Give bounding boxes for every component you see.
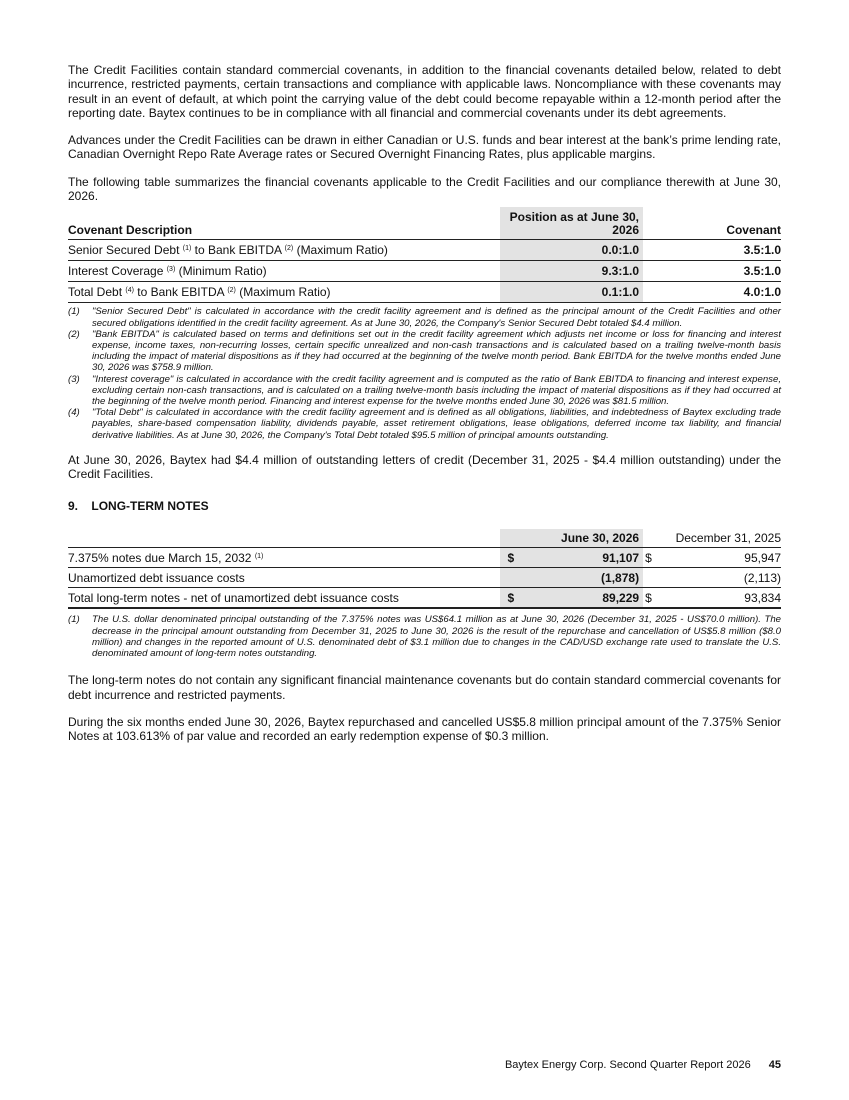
value-current: (1,878) xyxy=(514,568,643,588)
covenant-position: 9.3:1.0 xyxy=(500,261,643,282)
footnote: (1) "Senior Secured Debt" is calculated in accordance with the credit facility agreement and is defined as the principal amount of the Credit Facilities and other secured obligations identified in the credit facility agreement. As at June 30, 2026, the Company's Senior Secured Debt totaled $4.4 million. xyxy=(68,306,781,329)
section-heading: 9. LONG-TERM NOTES xyxy=(68,499,209,514)
footnote: (2) "Bank EBITDA" is calculated based on terms and definitions set out in the credit facility agreement which adjusts net income or loss for financing and interest expense, income taxes, non-recurring losses, certain specific unrealized and non-cash transactions and is calculated based on a trailing twelve-month basis including the impact of material dispositions as if they had occurred at the beginning of the twelve month period. Bank EBITDA for the twelve months ended June 30, 2026 was $758.9 million. xyxy=(68,328,781,374)
paragraph-table-intro: The following table summarizes the financial covenants applicable to the Credit Facilities and our compliance therewith at June 30, 2026. xyxy=(68,174,781,204)
paragraph-letters-of-credit: At June 30, 2026, Baytex had $4.4 million of outstanding letters of credit (December 31, 2025 - $4.4 million outstanding) under the Credit Facilities. xyxy=(68,452,781,482)
row-label: Unamortized debt issuance costs xyxy=(68,568,500,588)
paragraph-repurchase: During the six months ended June 30, 2026, Baytex repurchased and cancelled US$5.8 million principal amount of the 7.375% Senior Notes at 103.613% of par value and recorded an early redemption expense of $0.3 million. xyxy=(68,714,781,744)
header-june-2026: June 30, 2026 xyxy=(514,529,643,548)
value-current: 91,107 xyxy=(514,548,643,568)
notes-table-header xyxy=(68,529,781,548)
covenant-table xyxy=(68,207,781,303)
table-row-total xyxy=(68,588,781,609)
currency-symbol xyxy=(643,568,657,588)
notes-footnotes xyxy=(68,614,781,659)
covenant-description: Interest Coverage $^{(3)}$ (Minimum Ratio) xyxy=(68,261,500,282)
footnote: (4) "Total Debt" is calculated in accordance with the credit facility agreement and is defined as all obligations, liabilities, and indebtedness of Baytex excluding trade payables, share-based compensation liability, dividends payable, asset retirement obligations, lease obligations, deferred income tax liability, and financial derivative liabilities. As at June 30, 2026, the Company's Total Debt totaled $95.5 million of principal amounts outstanding. xyxy=(68,407,781,441)
paragraph-covenants-intro: The Credit Facilities contain standard commercial covenants, in addition to the financial covenants detailed below, related to debt incurrence, restricted payments, certain transactions and compliance with applicable laws. Noncompliance with these covenants may result in an event of default, at which point the carrying value of the debt could become repayable within a 12-month period after the reporting date. Baytex continues to be in compliance with all financial and commercial covenants under its debt agreements. xyxy=(68,63,781,120)
currency-symbol: $ xyxy=(500,588,515,609)
value-prior: (2,113) xyxy=(657,568,781,588)
covenant-footnotes xyxy=(68,306,781,440)
covenant-description: Total Debt $^{(4)}$ to Bank EBITDA $^{(2)}$ (Maximum Ratio) xyxy=(68,282,500,303)
value-prior: 93,834 xyxy=(657,588,781,609)
value-current: 89,229 xyxy=(514,588,643,609)
report-title: Baytex Energy Corp. Second Quarter Report 2026 xyxy=(504,1059,751,1071)
table-row xyxy=(68,548,781,568)
long-term-notes-table xyxy=(68,529,781,609)
covenant-description: Senior Secured Debt $^{(1)}$ to Bank EBITDA $^{(2)}$ (Maximum Ratio) xyxy=(68,240,500,261)
covenant-limit: 3.5:1.0 xyxy=(643,261,781,282)
value-prior: 95,947 xyxy=(657,548,781,568)
header-position: Position as at June 30, 2026 xyxy=(500,207,643,240)
currency-symbol: $ xyxy=(643,548,657,568)
header-december-2025: December 31, 2025 xyxy=(657,529,781,548)
covenant-position: 0.0:1.0 xyxy=(500,240,643,261)
currency-symbol: $ xyxy=(500,548,515,568)
footnote: (3) "Interest coverage" is calculated in accordance with the credit facility agreement and is computed as the ratio of Bank EBITDA to financing and interest expense, excluding certain non-cash transactions, and is calculated on a trailing twelve-month basis including the impact of material dispositions as if they had occurred at the beginning of the twelve month period. Financing and interest expense for the twelve months ended June 30, 2026 was $81.5 million. xyxy=(68,373,781,407)
covenant-position: 0.1:1.0 xyxy=(500,282,643,303)
currency-symbol: $ xyxy=(643,588,657,609)
document-page xyxy=(68,63,781,743)
paragraph-advances: Advances under the Credit Facilities can be drawn in either Canadian or U.S. funds and bear interest at the bank’s prime lending rate, Canadian Overnight Repo Rate Average rates or Secured Overnight Financing Rates, plus applicable margins. xyxy=(68,133,781,162)
covenant-limit: 3.5:1.0 xyxy=(643,240,781,261)
row-label: 7.375% notes due March 15, 2032 $^{(1)}$ xyxy=(68,548,500,568)
header-covenant-description: Covenant Description xyxy=(68,207,500,240)
table-row xyxy=(68,568,781,588)
table-row xyxy=(68,261,781,282)
table-row xyxy=(68,240,781,261)
header-covenant: Covenant xyxy=(643,207,781,240)
page-number: 45 xyxy=(768,1059,781,1071)
footnote: (1) The U.S. dollar denominated principal outstanding of the 7.375% notes was US$64.1 million as at June 30, 2026 (December 31, 2025 - US$70.0 million). The decrease in the principal amount outstanding from December 31, 2025 to June 30, 2026 is the result of the repurchase and cancellation of US$5.8 million ($8.0 million) and changes in the reported amount of U.S. denominated debt of $3.1 million due to changes in the CAD/USD exchange rate used to translate the U.S. denominated amount of long-term notes outstanding. xyxy=(68,614,781,660)
page-footer xyxy=(68,1059,781,1071)
covenant-limit: 4.0:1.0 xyxy=(643,282,781,303)
table-row xyxy=(68,282,781,303)
currency-symbol xyxy=(500,568,515,588)
covenant-table-header xyxy=(68,207,781,240)
row-label: Total long-term notes - net of unamortized debt issuance costs xyxy=(68,588,500,609)
paragraph-maintenance-covenants: The long-term notes do not contain any significant financial maintenance covenants but do contain standard commercial covenants for debt incurrence and restricted payments. xyxy=(68,673,781,702)
